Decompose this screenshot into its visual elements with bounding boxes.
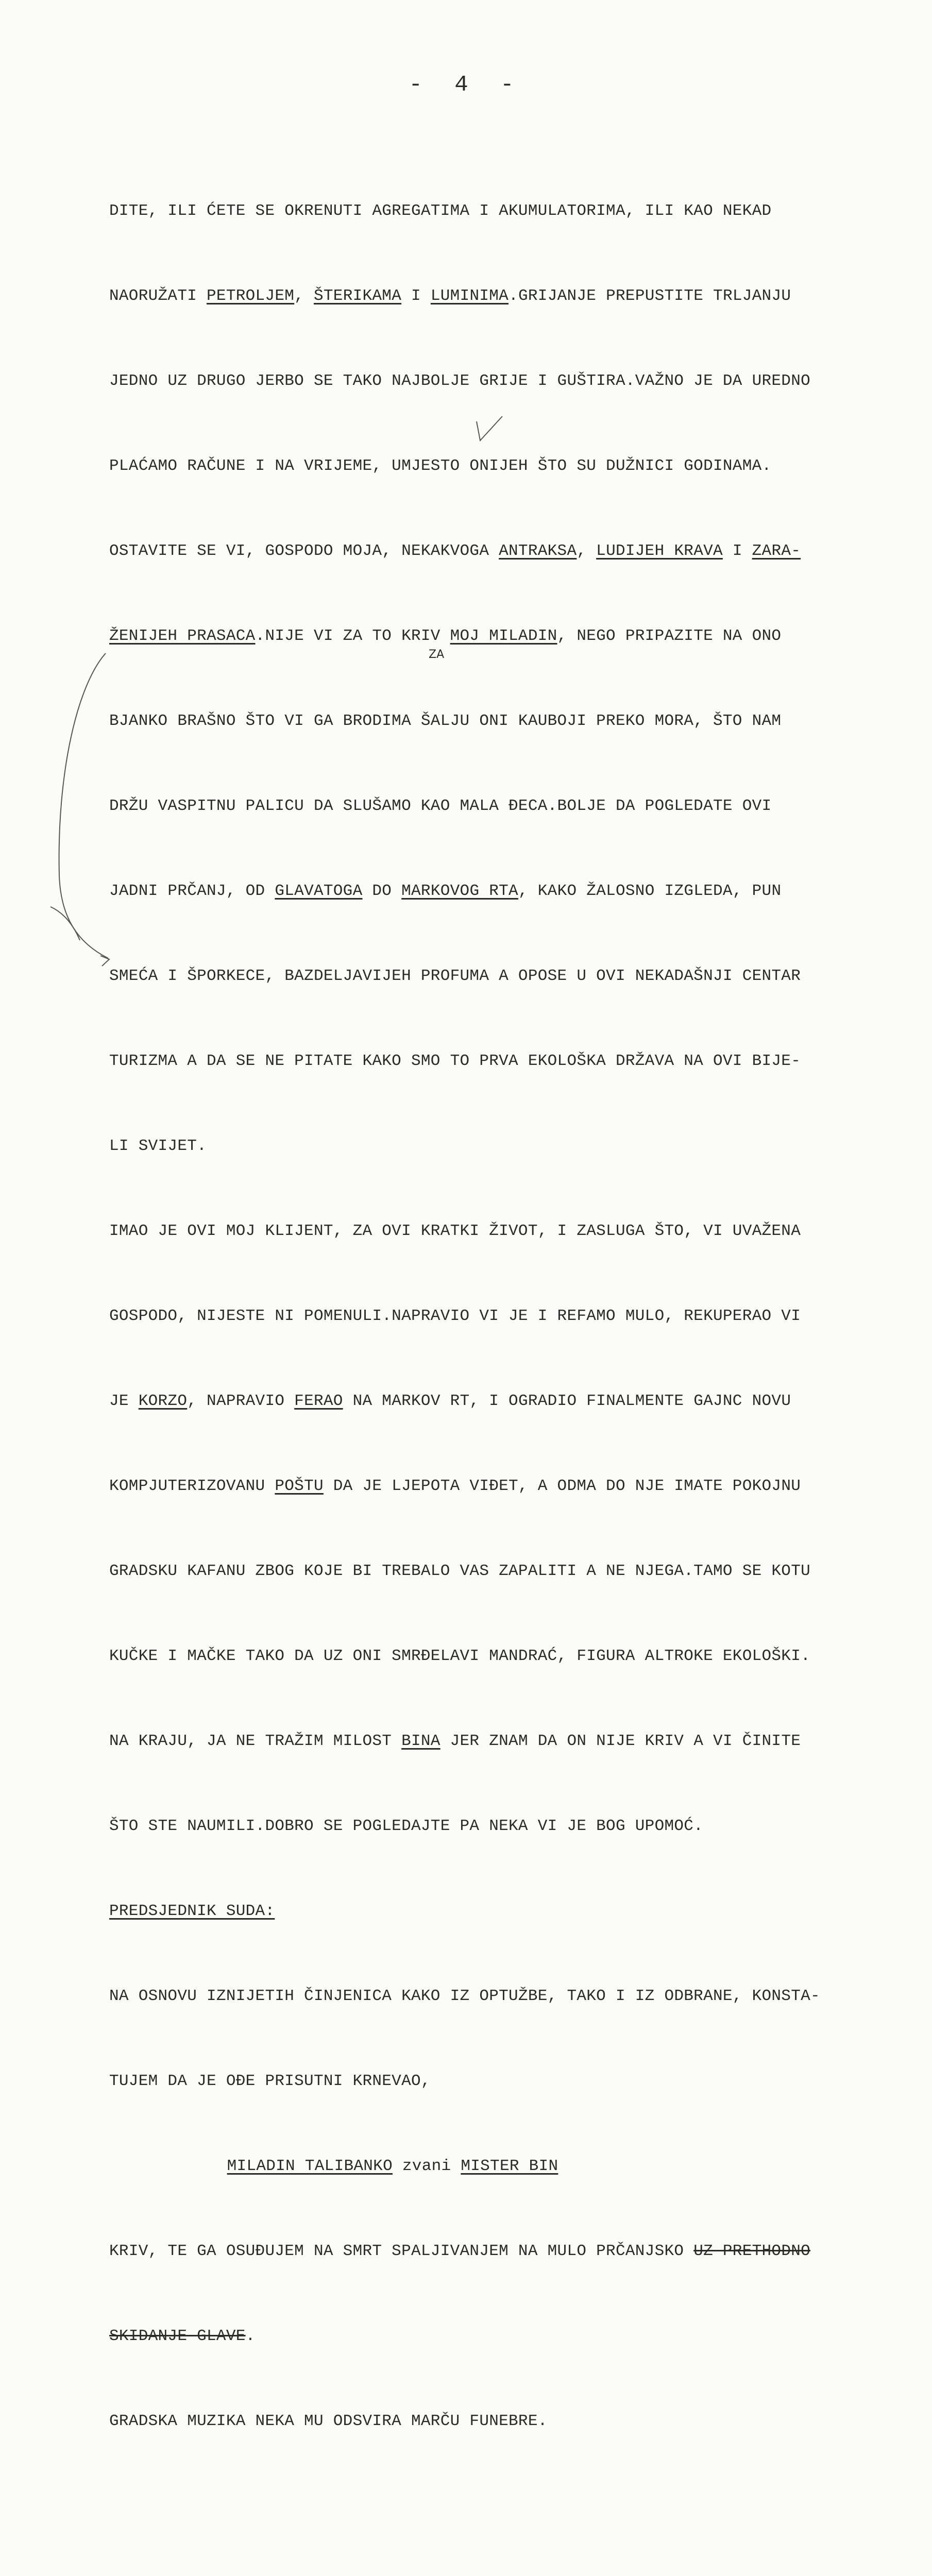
text-line: TUJEM DA JE OĐE PRISUTNI KRNEVAO, xyxy=(109,2072,431,2090)
text-line: SKIDANJE GLAVE. xyxy=(109,2327,256,2345)
text-line: KUČKE I MAČKE TAKO DA UZ ONI SMRĐELAVI MANDRAĆ, FIGURA ALTROKE EKOLOŠKI. xyxy=(109,1647,811,1665)
text-line: NAORUŽATI PETROLJEM, ŠTERIKAMA I LUMINIMA.GRIJANJE PREPUSTITE TRLJANJU xyxy=(109,287,791,305)
text-line: JADNI PRČANJ, OD GLAVATOGA DO MARKOVOG RTA, KAKO ŽALOSNO IZGLEDA, PUN xyxy=(109,882,782,900)
speaker-heading: PREDSJEDNIK SUDA: xyxy=(109,1902,275,1920)
text-line: ŠTO STE NAUMILI.DOBRO SE POGLEDAJTE PA NEKA VI JE BOG UPOMOĆ. xyxy=(109,1817,704,1835)
text-line: NA KRAJU, JA NE TRAŽIM MILOST BINA JER ZNAM DA ON NIJE KRIV A VI ČINITE xyxy=(109,1732,801,1750)
text-line: BJANKO BRAŠNO ŠTO VI GA BRODIMA ŠALJU ONI KAUBOJI PREKO MORA, ŠTO NAM xyxy=(109,712,782,730)
text-line: LI SVIJET. xyxy=(109,1137,207,1155)
text-line: JEDNO UZ DRUGO JERBO SE TAKO NAJBOLJE GRIJE I GUŠTIRA.VAŽNO JE DA UREDNO xyxy=(109,372,811,390)
handwritten-insert: ZA xyxy=(429,648,445,661)
text-line: GRADSKU KAFANU ZBOG KOJE BI TREBALO VAS ZAPALITI A NE NJEGA.TAMO SE KOTU xyxy=(109,1562,811,1580)
text-line: KOMPJUTERIZOVANU POŠTU DA JE LJEPOTA VIĐET, A ODMA DO NJE IMATE POKOJNU xyxy=(109,1477,801,1495)
text-line: NA OSNOVU IZNIJETIH ČINJENICA KAKO IZ OPTUŽBE, TAKO I IZ ODBRANE, KONSTA- xyxy=(109,1987,820,2005)
text-line: KRIV, TE GA OSUĐUJEM NA SMRT SPALJIVANJEM NA MULO PRČANJSKO UZ PRETHODNO xyxy=(109,2242,811,2260)
text-line: TURIZMA A DA SE NE PITATE KAKO SMO TO PRVA EKOLOŠKA DRŽAVA NA OVI BIJE- xyxy=(109,1052,801,1070)
text-line: PLAĆAMO RAČUNE I NA VRIJEME, UMJESTO ONIJEH ŠTO SU DUŽNICI GODINAMA. xyxy=(109,457,772,475)
text-line: DITE, ILI ĆETE SE OKRENUTI AGREGATIMA I AKUMULATORIMA, ILI KAO NEKAD xyxy=(109,202,772,220)
text-line: JE KORZO, NAPRAVIO FERAO NA MARKOV RT, I OGRADIO FINALMENTE GAJNC NOVU xyxy=(109,1392,791,1410)
text-line: OSTAVITE SE VI, GOSPODO MOJA, NEKAKVOGA ANTRAKSA, LUDIJEH KRAVA I ZARA- xyxy=(109,542,801,560)
text-line: ŽENIJEH PRASACA.NIJE VI ZA TO KRIV MOJ MILADIN, NEGO PRIPAZITE NA ONO xyxy=(109,627,782,645)
text-line: GOSPODO, NIJESTE NI POMENULI.NAPRAVIO VI JE I REFAMO MULO, REKUPERAO VI xyxy=(109,1307,801,1325)
text-line: DRŽU VASPITNU PALICU DA SLUŠAMO KAO MALA ĐECA.BOLJE DA POGLEDATE OVI xyxy=(109,797,772,815)
text-line: IMAO JE OVI MOJ KLIJENT, ZA OVI KRATKI ŽIVOT, I ZASLUGA ŠTO, VI UVAŽENA xyxy=(109,1222,801,1240)
defendant-name: MILADIN TALIBANKO zvani MISTER BIN xyxy=(227,2157,558,2175)
text-line: GRADSKA MUZIKA NEKA MU ODSVIRA MARČU FUNEBRE. xyxy=(109,2412,548,2430)
page-number: - 4 - xyxy=(409,72,523,98)
text-line: SMEĆA I ŠPORKECE, BAZDELJAVIJEH PROFUMA A OPOSE U OVI NEKADAŠNJI CENTAR xyxy=(109,967,801,985)
